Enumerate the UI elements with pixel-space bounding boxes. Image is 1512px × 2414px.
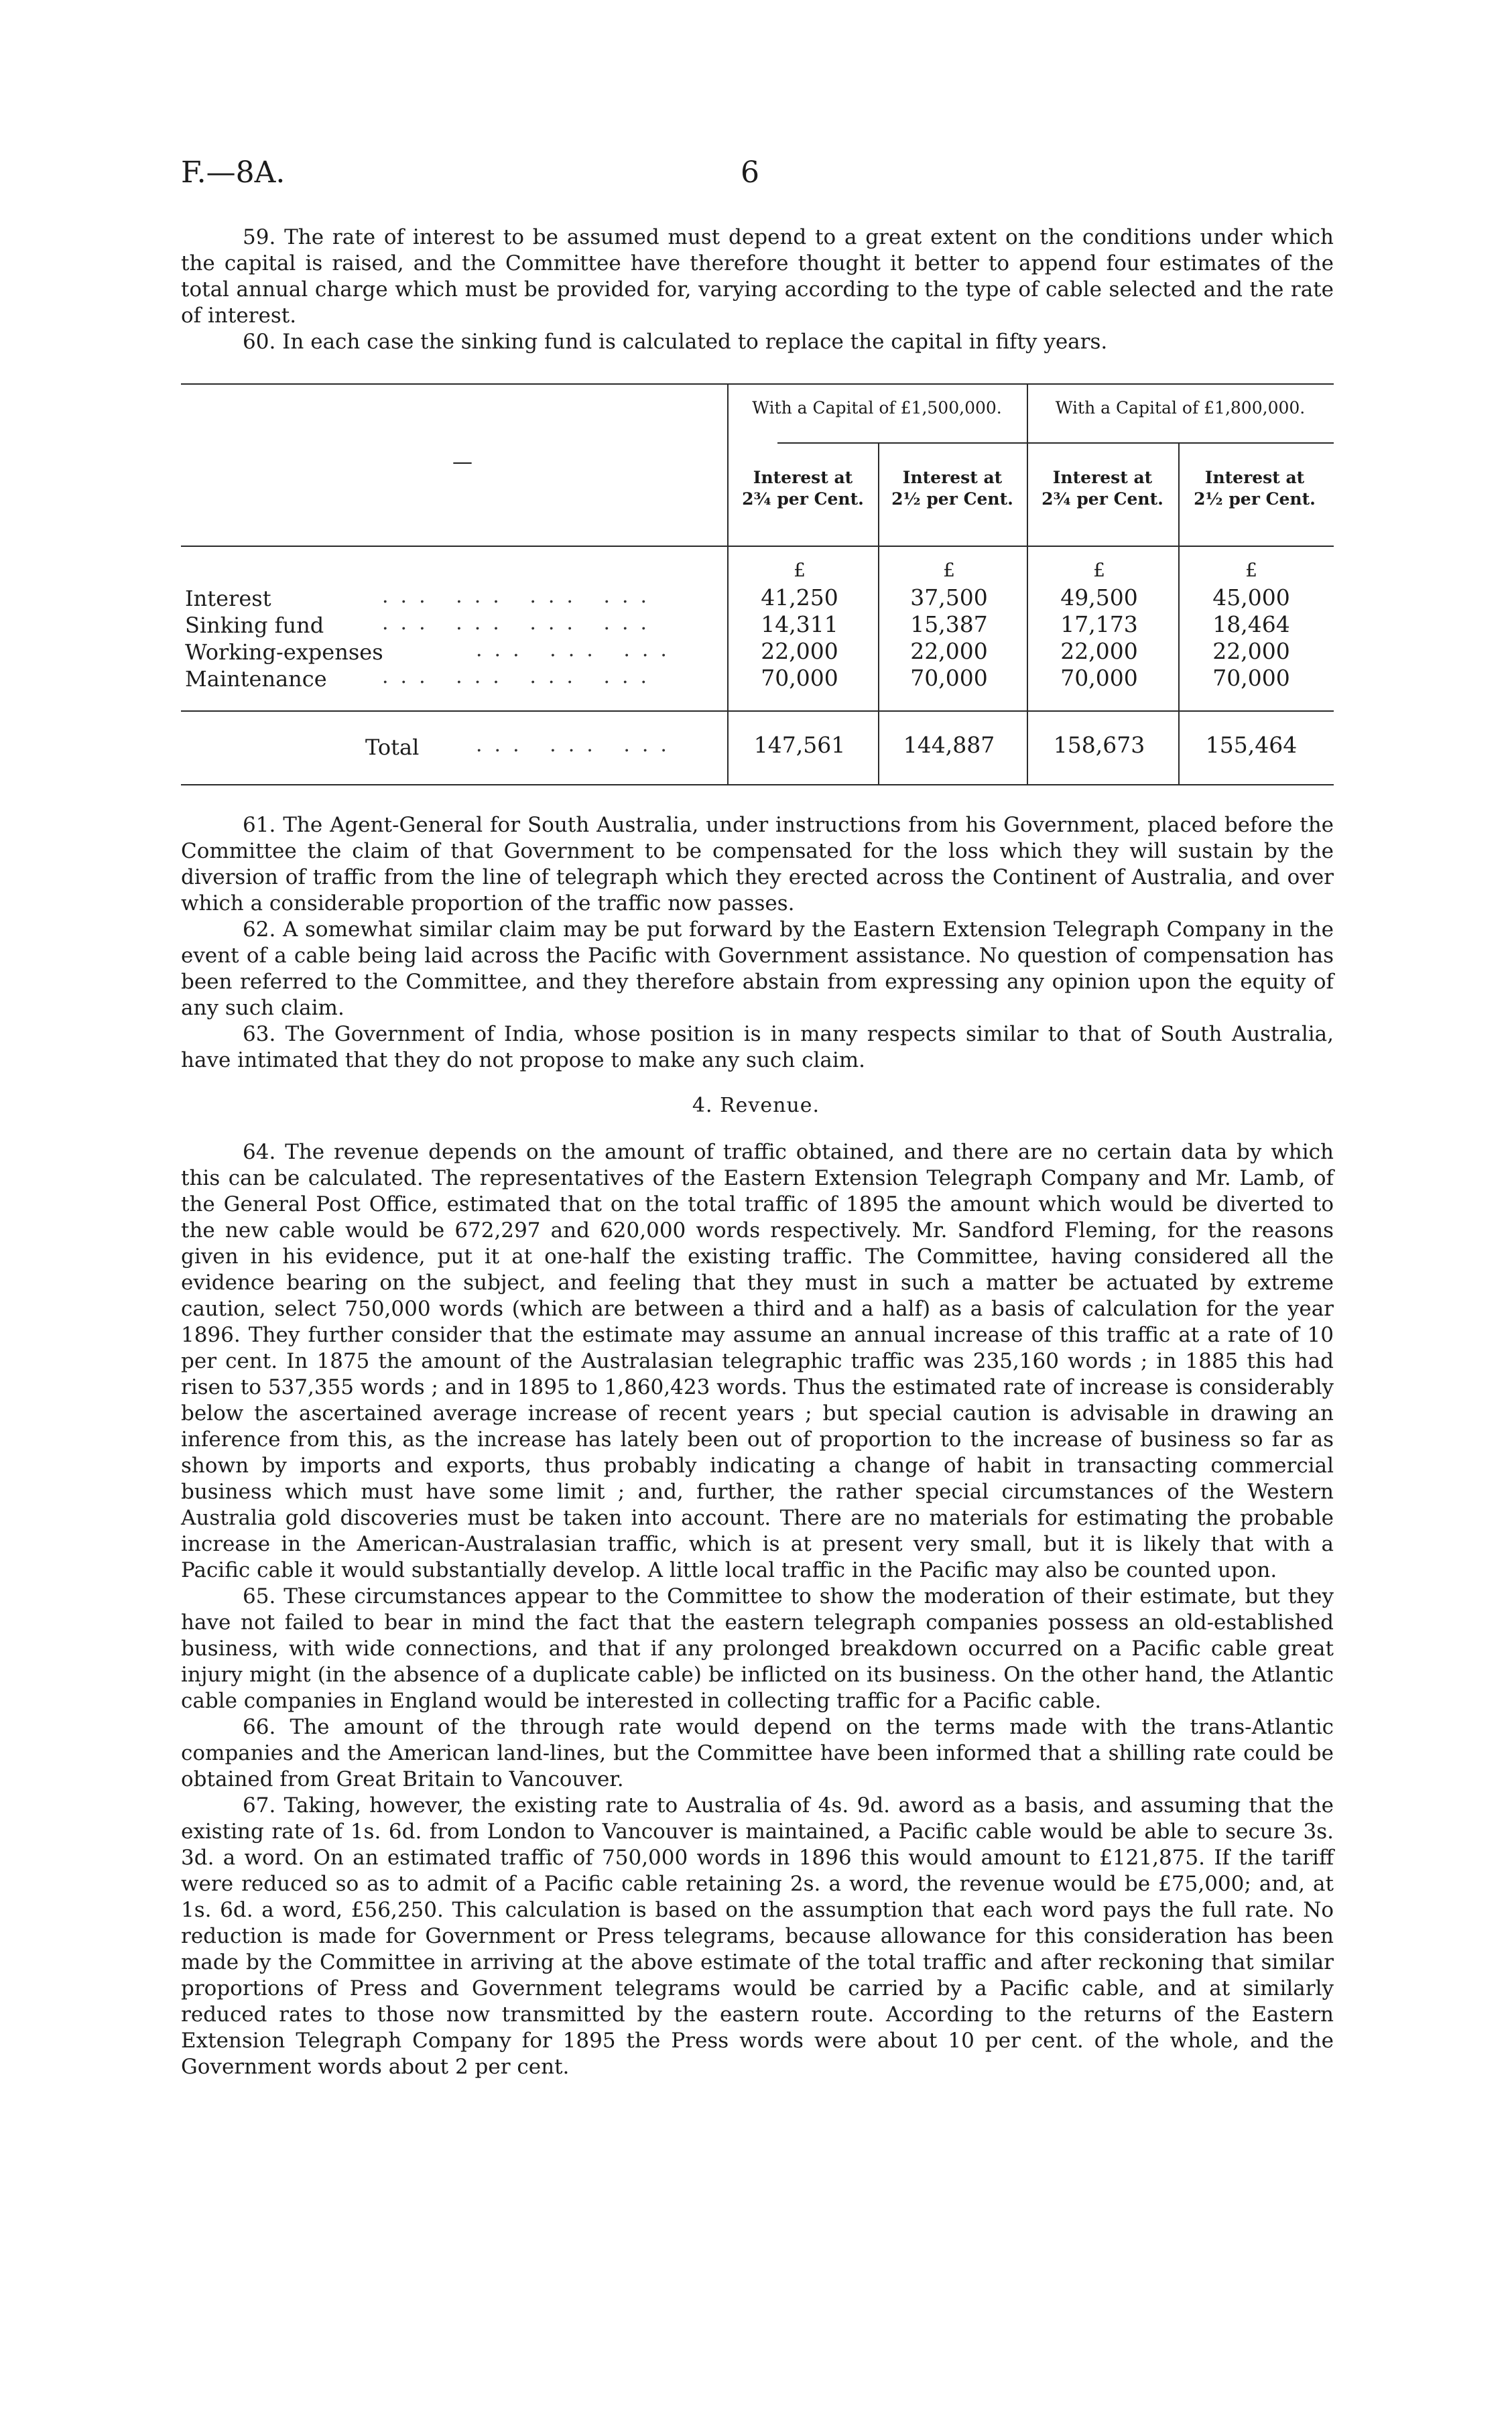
table-cell: 49,500 [1060,584,1138,611]
page-number: 6 [741,155,759,190]
leader-3: ... [529,584,585,608]
col-divider-3 [1027,383,1028,784]
table-rule-total [181,710,1334,712]
row-leader-working-expenses [476,638,679,661]
table-cell: 45,000 [1212,584,1290,611]
total-cell: 147,561 [753,732,846,758]
row-leader-interest [382,584,659,608]
table-cell: 70,000 [910,665,988,691]
col-header-1-line2: 2¾ per Cent. [742,489,864,509]
table-rule-bottom [181,784,1334,785]
col-header-4 [1181,467,1328,510]
col-header-2-line1: Interest at [902,468,1003,487]
row-label-interest: Interest [185,586,271,611]
col-header-3-line2: 2¾ per Cent. [1042,489,1163,509]
paragraphs-revenue [181,1139,1334,2080]
paragraph-59: 59. The rate of interest to be assumed must depend to a great extent on the conditions under which the capital is raised, and the Committee have therefore thought it better to append four estimates of the total annual charge which must be provided for, varying according to the type of cable selected and the rate of interest. [181,225,1334,328]
leader-2: ... [550,733,605,757]
total-cell: 144,887 [903,732,995,758]
cost-estimate-table [181,383,1334,785]
table-cell: 14,311 [761,611,838,637]
col-divider-4 [1178,442,1180,784]
currency-col-4: £ [1245,559,1257,581]
table-cell: 17,173 [1060,611,1138,637]
table-cell: 70,000 [761,665,838,691]
table-cell: 70,000 [1212,665,1290,691]
paragraph-62: 62. A somewhat similar claim may be put forward by the Eastern Extension Telegraph Company in the event of a cable being laid across the Pacific with Government assistance. No question of compensation has been referred to the Committee, and they therefore abstain from expressing any opinion upon the equity of any such claim. [181,917,1334,1020]
table-cell: 22,000 [910,638,988,664]
row-leader-maintenance [382,665,659,688]
paragraphs-top [181,225,1334,355]
paragraph-67: 67. Taking, however, the existing rate to Australia of 4s. 9d. aword as a basis, and assuming that the existing rate of 1s. 6d. from London to Vancouver is maintained, a Pacific cable would be able to secure 3s. 3d. a word. On an estimated traffic of 750,000 words in 1896 this would amount to £121,875. If the tariff were reduced so as to admit of a Pacific cable retaining 2s. a word, the revenue would be £75,000; and, at 1s. 6d. a word, £56,250. This calculation is based on the assumption that each word pays the full rate. No reduction is made for Government or Press telegrams, because allowance for this consideration has been made by the Committee in arriving at the above estimate of the total traffic and after reckoning that similar proportions of Press and Government telegrams would be carried by a Pacific cable, and at similarly reduced rates to those now transmitted by the eastern route. According to the returns of the Eastern Extension Telegraph Company for 1895 the Press words were about 10 per cent. of the whole, and the Government words about 2 per cent. [181,1793,1334,2079]
table-cell: 70,000 [1060,665,1138,691]
table-rule-header [181,546,1334,547]
row-label-working-expenses: Working-expenses [185,639,383,665]
row-leader-sinking-fund [382,611,659,635]
table-cell: 15,387 [910,611,988,637]
group-header-1500000: With a Capital of £1,500,000. [752,398,1002,418]
leader-3: ... [529,665,585,688]
leader-1: ... [382,665,438,688]
paragraph-66: 66. The amount of the through rate would depend on the terms made with the trans-Atlantic companies and the American land-lines, but the Committee have been informed that a shilling rate could be obtained from Great Britain to Vancouver. [181,1715,1334,1791]
leader-1: ... [382,584,438,608]
leader-2: ... [550,638,605,661]
leader-3: ... [623,733,679,757]
row-label-maintenance: Maintenance [185,666,327,692]
col-header-3 [1029,467,1176,510]
paragraphs-mid [181,812,1334,1074]
group-header-1800000: With a Capital of £1,800,000. [1055,398,1306,418]
leader-4: ... [603,611,659,635]
leader-1: ... [476,733,531,757]
table-cell: 22,000 [1212,638,1290,664]
col-header-4-line1: Interest at [1204,468,1305,487]
col-header-1 [729,467,877,510]
col-header-3-line1: Interest at [1052,468,1153,487]
leader-1: ... [476,638,531,661]
total-cell: 158,673 [1053,732,1145,758]
row-label-total: Total [365,735,420,760]
paragraph-64: 64. The revenue depends on the amount of traffic obtained, and there are no certain data by which this can be calculated. The representatives of the Eastern Extension Telegraph Company and Mr. Lamb, of the General Post Office, estimated that on the total traffic of 1895 the amount which would be diverted to the new cable would be 672,297 and 620,000 words respectively. Mr. Sandford Fleming, for the reasons given in his evidence, put it at one-half the existing traffic. The Committee, having considered all the evidence bearing on the subject, and feeling that they must in such a matter be actuated by extreme caution, select 750,000 words (which are between a third and a half) as a basis of calculation for the year 1896. They further consider that the estimate may assume an annual increase of this traffic at a rate of 10 per cent. In 1875 the amount of the Australasian telegraphic traffic was 235,160 words ; in 1885 this had risen to 537,355 words ; and in 1895 to 1,860,423 words. Thus the estimated rate of increase is considerably below the ascertained average increase of recent years ; but special caution is advisable in drawing an inference from this, as the increase has lately been out of proportion to the increase of business so far as shown by imports and exports, thus probably indicating a change of habit in transacting commercial business which must have some limit ; and, further, the rather special circumstances of the Western Australia gold discoveries must be taken into account. There are no materials for estimating the probable increase in the American-Australasian traffic, which is at present very small, but it is likely that with a Pacific cable it would substantially develop. A little local traffic in the Pacific may also be counted upon. [181,1140,1334,1582]
table-cell: 41,250 [761,584,838,611]
leader-3: ... [529,611,585,635]
col-header-2-line2: 2½ per Cent. [891,489,1013,509]
left-header-dash: — [452,450,472,474]
table-cell: 22,000 [761,638,838,664]
table-cell: 37,500 [910,584,988,611]
section-heading-revenue: 4. Revenue. [692,1094,820,1117]
paragraph-63: 63. The Government of India, whose position is in many respects similar to that of South Australia, have intimated that they do not propose to make any such claim. [181,1022,1334,1072]
col-header-1-line1: Interest at [753,468,853,487]
total-cell: 155,464 [1205,732,1298,758]
col-divider-1 [727,383,729,784]
table-cell: 22,000 [1060,638,1138,664]
currency-col-3: £ [1093,559,1105,581]
leader-2: ... [456,611,511,635]
row-leader-total [476,733,679,757]
currency-col-2: £ [943,559,955,581]
leader-2: ... [456,584,511,608]
leader-2: ... [456,665,511,688]
leader-4: ... [603,665,659,688]
leader-3: ... [623,638,679,661]
paragraph-61: 61. The Agent-General for South Australia, under instructions from his Government, placed before the Committee the claim of that Government to be compensated for the loss which they will sustain by the diversion of traffic from the line of telegraph which they erected across the Continent of Australia, and over which a considerable proportion of the traffic now passes. [181,813,1334,915]
leader-1: ... [382,611,438,635]
currency-col-1: £ [794,559,806,581]
paragraph-60: 60. In each case the sinking fund is calculated to replace the capital in fifty years. [243,330,1108,354]
group-rule [777,442,1334,444]
paragraph-65: 65. These circumstances appear to the Committee to show the moderation of their estimate, but they have not failed to bear in mind the fact that the eastern telegraph companies possess an old-established business, with wide connections, and that if any prolonged breakdown occurred on a Pacific cable great injury might (in the absence of a duplicate cable) be inflicted on its business. On the other hand, the Atlantic cable companies in England would be interested in collecting traffic for a Pacific cable. [181,1584,1334,1713]
document-reference: F.—8A. [181,155,286,190]
row-label-sinking-fund: Sinking fund [185,613,324,638]
table-cell: 18,464 [1212,611,1290,637]
table-rule-top [181,383,1334,385]
leader-4: ... [603,584,659,608]
col-header-4-line2: 2½ per Cent. [1194,489,1316,509]
col-header-2 [879,467,1026,510]
